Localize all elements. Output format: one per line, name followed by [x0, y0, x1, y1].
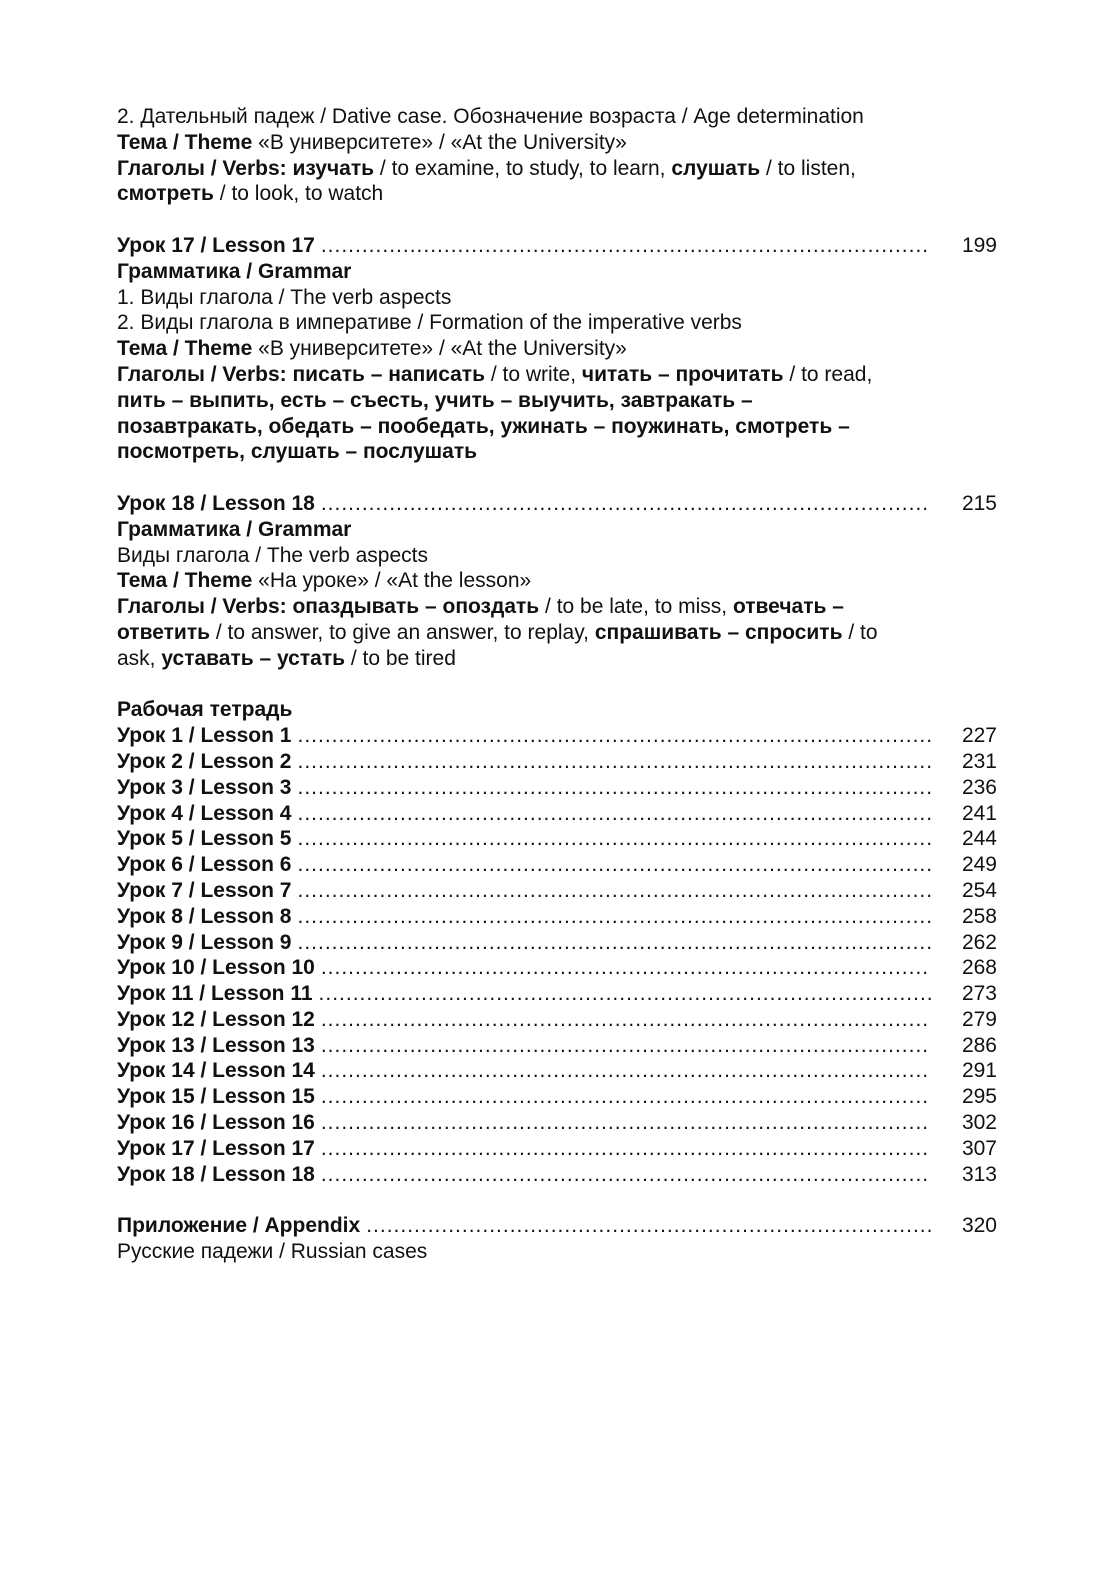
toc-entry-page: 262 — [961, 930, 997, 954]
appendix-subtitle: Русские падежи / Russian cases — [117, 1240, 428, 1264]
leader-dots — [319, 981, 931, 1007]
toc-entry-page: 307 — [961, 1136, 997, 1160]
toc-entry-page: 236 — [961, 775, 997, 799]
toc-entry-workbook-lesson-15[interactable] — [117, 1084, 997, 1110]
toc-entry-workbook-lesson-1[interactable] — [117, 723, 997, 749]
toc-entry-title: Урок 10 / Lesson 10 — [117, 956, 315, 980]
leader-dots — [297, 852, 931, 878]
toc-entry-title: Урок 6 / Lesson 6 — [117, 853, 292, 877]
verb: опаздывать – опоздать — [292, 595, 540, 619]
leader-dots — [321, 1007, 931, 1033]
toc-entry-title: Урок 11 / Lesson 11 — [117, 982, 313, 1006]
intro-grammar-line: 2. Дательный падеж / Dative case. Обозначение возраста / Age determination — [117, 105, 864, 128]
leader-dots — [297, 801, 931, 827]
leader-dots — [321, 955, 931, 981]
grammar-label: Грамматика / Grammar — [117, 259, 352, 283]
verbs-line — [117, 620, 997, 646]
toc-entry-lesson-18[interactable] — [117, 491, 997, 517]
leader-dots — [297, 723, 931, 749]
toc-entry-lesson-17[interactable] — [117, 233, 997, 259]
verbs-line — [117, 362, 997, 388]
grammar-item: 2. Виды глагола в императиве / Formation of the imperative verbs — [117, 311, 742, 335]
toc-entry-title: Урок 4 / Lesson 4 — [117, 801, 292, 825]
toc-entry-workbook-lesson-6[interactable] — [117, 852, 997, 878]
toc-entry-page: 244 — [961, 827, 997, 851]
toc-entry-title: Урок 12 / Lesson 12 — [117, 1007, 315, 1031]
verbs-label: Глаголы / Verbs: — [117, 362, 287, 386]
toc-entry-workbook-lesson-10[interactable] — [117, 955, 997, 981]
toc-entry-page: 302 — [961, 1111, 997, 1135]
intro-verbs-line-1 — [117, 156, 997, 182]
grammar-label: Грамматика / Grammar — [117, 517, 352, 541]
toc-entry-workbook-lesson-8[interactable] — [117, 904, 997, 930]
toc-entry-workbook-lesson-12[interactable] — [117, 1007, 997, 1033]
leader-dots — [321, 1058, 931, 1084]
leader-dots — [321, 1136, 931, 1162]
verb-gloss: / to examine, to study, to learn, — [374, 156, 672, 180]
toc-entry-page: 241 — [961, 801, 997, 825]
verbs-label: Глаголы / Verbs: — [117, 156, 287, 180]
leader-dots — [297, 775, 931, 801]
toc-entry-title: Урок 17 / Lesson 17 — [117, 1136, 315, 1160]
theme-text: «На уроке» / «At the lesson» — [252, 569, 532, 593]
toc-entry-title: Урок 13 / Lesson 13 — [117, 1033, 315, 1057]
verb: изучать — [292, 156, 375, 180]
verbs-line — [117, 594, 997, 620]
toc-entry-title: Урок 5 / Lesson 5 — [117, 827, 292, 851]
verbs-line: пить – выпить, есть – съесть, учить – выучить, завтракать – — [117, 388, 753, 412]
toc-entry-workbook-lesson-13[interactable] — [117, 1033, 997, 1059]
leader-dots — [321, 491, 931, 517]
toc-entry-page: 320 — [961, 1214, 997, 1238]
toc-entry-page: 254 — [961, 878, 997, 902]
toc-entry-title: Урок 9 / Lesson 9 — [117, 930, 292, 954]
toc-entry-page: 313 — [961, 1162, 997, 1186]
intro-theme-line — [117, 130, 997, 156]
toc-entry-page: 215 — [961, 491, 997, 515]
toc-entry-workbook-lesson-9[interactable] — [117, 930, 997, 956]
leader-dots — [297, 878, 931, 904]
toc-entry-title: Урок 8 / Lesson 8 — [117, 904, 292, 928]
workbook-title: Рабочая тетрадь — [117, 698, 293, 722]
leader-dots — [321, 1033, 931, 1059]
leader-dots — [297, 904, 931, 930]
toc-entry-page: 291 — [961, 1059, 997, 1083]
grammar-item: 1. Виды глагола / The verb aspects — [117, 285, 452, 309]
toc-entry-workbook-lesson-16[interactable] — [117, 1110, 997, 1136]
toc-entry-workbook-lesson-2[interactable] — [117, 749, 997, 775]
toc-entry-title: Урок 14 / Lesson 14 — [117, 1059, 315, 1083]
toc-entry-title: Урок 16 / Lesson 16 — [117, 1111, 315, 1135]
verbs-line: посмотреть, слушать – послушать — [117, 440, 478, 464]
toc-entry-title: Урок 15 / Lesson 15 — [117, 1085, 315, 1109]
toc-entry-page: 258 — [961, 904, 997, 928]
theme-label: Тема / Theme — [117, 130, 253, 154]
verb-gloss: / to be tired — [345, 646, 456, 670]
toc-entry-page: 295 — [961, 1085, 997, 1109]
verb: уставать – устать — [161, 646, 346, 670]
toc-page — [117, 104, 997, 1265]
toc-entry-workbook-lesson-14[interactable] — [117, 1058, 997, 1084]
verb: смотреть — [117, 182, 214, 206]
verb-gloss: / to read, — [783, 362, 873, 386]
verb: слушать — [671, 156, 761, 180]
toc-entry-page: 279 — [961, 1007, 997, 1031]
toc-entry-title: Урок 3 / Lesson 3 — [117, 775, 292, 799]
verb-gloss: / to be late, to miss, — [539, 595, 733, 619]
toc-entry-workbook-lesson-11[interactable] — [117, 981, 997, 1007]
verb: спрашивать – спросить — [594, 620, 843, 644]
verb-gloss: / to write, — [485, 362, 582, 386]
theme-text: «В университете» / «At the University» — [252, 130, 627, 154]
toc-entry-title: Урок 18 / Lesson 18 — [117, 491, 315, 515]
leader-dots — [297, 930, 931, 956]
toc-entry-workbook-lesson-17[interactable] — [117, 1136, 997, 1162]
toc-entry-title: Урок 18 / Lesson 18 — [117, 1162, 315, 1186]
leader-dots — [297, 749, 931, 775]
toc-entry-workbook-lesson-18[interactable] — [117, 1162, 997, 1188]
toc-entry-page: 286 — [961, 1033, 997, 1057]
toc-entry-page: 227 — [961, 724, 997, 748]
theme-label: Тема / Theme — [117, 337, 253, 361]
verb: писать – написать — [292, 362, 486, 386]
grammar-item: Виды глагола / The verb aspects — [117, 543, 428, 567]
theme-line — [117, 336, 997, 362]
toc-entry-title: Урок 2 / Lesson 2 — [117, 749, 292, 773]
verb-gloss: / to answer, to give an answer, to replay, — [210, 620, 595, 644]
theme-label: Тема / Theme — [117, 569, 253, 593]
intro-verbs-line-2 — [117, 181, 997, 207]
toc-entry-workbook-lesson-5[interactable] — [117, 826, 997, 852]
toc-entry-page: 268 — [961, 956, 997, 980]
theme-text: «В университете» / «At the University» — [252, 337, 627, 361]
workbook-list — [117, 723, 997, 1187]
verb-gloss: / to look, to watch — [213, 182, 384, 206]
verb-gloss: / to listen, — [760, 156, 856, 180]
toc-entry-workbook-lesson-3[interactable] — [117, 775, 997, 801]
verb-gloss: / to — [842, 620, 878, 644]
toc-entry-workbook-lesson-7[interactable] — [117, 878, 997, 904]
toc-entry-page: 273 — [961, 982, 997, 1006]
leader-dots — [321, 1084, 931, 1110]
verbs-label: Глаголы / Verbs: — [117, 595, 287, 619]
verbs-line: позавтракать, обедать – пообедать, ужинать – поужинать, смотреть – — [117, 414, 850, 438]
leader-dots — [321, 233, 931, 259]
leader-dots — [297, 826, 931, 852]
toc-entry-title: Урок 7 / Lesson 7 — [117, 878, 292, 902]
toc-entry-page: 249 — [961, 853, 997, 877]
toc-entry-title: Урок 17 / Lesson 17 — [117, 233, 315, 257]
theme-line — [117, 568, 997, 594]
verb: отвечать – — [732, 595, 844, 619]
toc-entry-workbook-lesson-4[interactable] — [117, 801, 997, 827]
leader-dots — [321, 1162, 931, 1188]
toc-entry-page: 231 — [961, 749, 997, 773]
verbs-line — [117, 646, 997, 672]
verb-gloss: ask, — [117, 646, 162, 670]
leader-dots — [321, 1110, 931, 1136]
leader-dots — [366, 1213, 931, 1239]
toc-entry-appendix[interactable] — [117, 1213, 997, 1239]
verb: ответить — [117, 620, 211, 644]
verb: читать – прочитать — [581, 362, 784, 386]
toc-entry-page: 199 — [961, 233, 997, 257]
toc-entry-title: Приложение / Appendix — [117, 1214, 361, 1238]
toc-entry-title: Урок 1 / Lesson 1 — [117, 724, 292, 748]
